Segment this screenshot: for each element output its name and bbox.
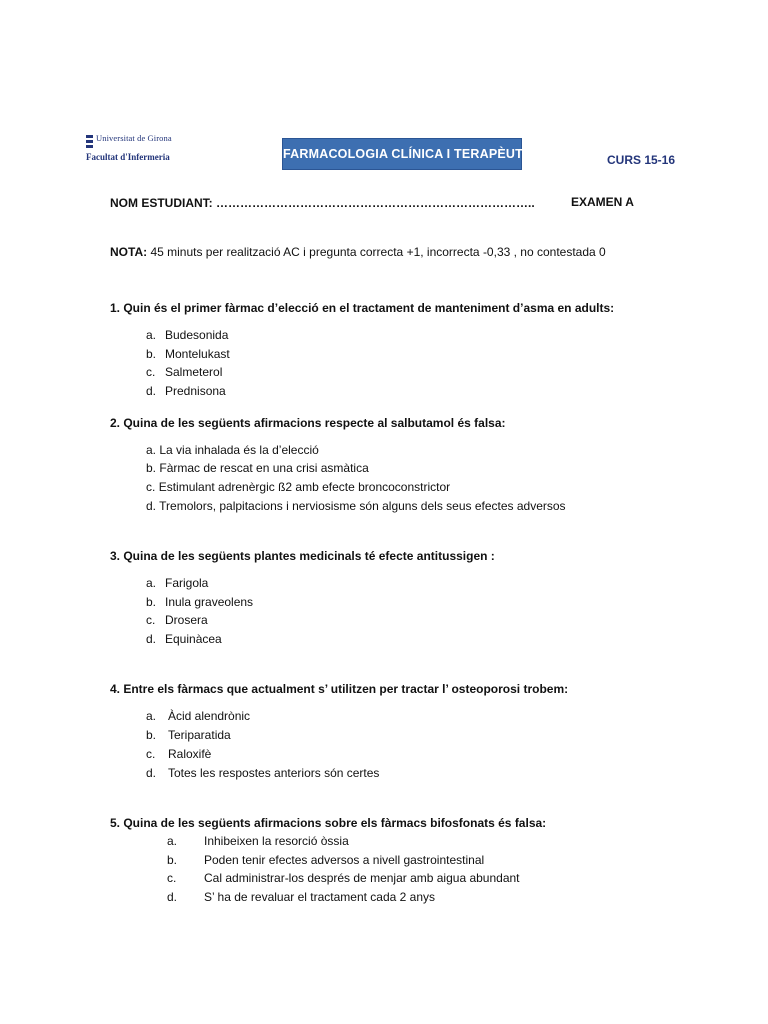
question-4-option-b: b. Teriparatida — [146, 728, 231, 742]
question-1-option-d: d. Prednisona — [146, 384, 226, 398]
note-text: 45 minuts per realització AC i pregunta correcta +1, incorrecta -0,33 , no contestada 0 — [147, 245, 606, 259]
course-banner: FARMACOLOGIA CLÍNICA I TERAPÈUTICA — [282, 138, 522, 170]
course-year: CURS 15-16 — [607, 153, 676, 167]
exam-version: EXAMEN A — [571, 195, 634, 209]
question-5-option-a: a. Inhibeixen la resorció òssia — [167, 834, 349, 848]
question-4-option-a: a. Àcid alendrònic — [146, 709, 251, 723]
question-5-option-b: b. Poden tenir efectes adversos a nivell gastrointestinal — [167, 853, 485, 867]
question-1: 1. Quin és el primer fàrmac d’elecció en el tractament de manteniment d’asma en adults: — [110, 301, 615, 315]
question-3-option-d: d. Equinàcea — [146, 632, 222, 646]
question-3-option-a: a. Farigola — [146, 576, 209, 590]
question-5-option-d: d. S’ ha de revaluar el tractament cada 2 anys — [167, 890, 436, 904]
exam-note — [110, 244, 606, 260]
question-3-option-b: b. Inula graveolens — [146, 595, 254, 609]
logo-faculty-name: Facultat d'Infermeria — [86, 152, 170, 162]
question-2: 2. Quina de les següents afirmacions respecte al salbutamol és falsa: — [110, 416, 506, 430]
question-5: 5. Quina de les següents afirmacions sobre els fàrmacs bifosfonats és falsa: — [110, 816, 547, 830]
question-2-option-b: b. Fàrmac de rescat en una crisi asmàtica — [146, 461, 369, 475]
question-5-option-c: c. Cal administrar-los després de menjar amb aigua abundant — [167, 871, 520, 885]
question-2-option-d: d. Tremolors, palpitacions i nerviosisme són alguns dels seus efectes adversos — [146, 499, 566, 513]
question-3-option-c: c. Drosera — [146, 613, 208, 627]
question-4-option-d: d. Totes les respostes anteriors són certes — [146, 766, 380, 780]
question-3: 3. Quina de les següents plantes medicinals té efecte antitussigen : — [110, 549, 495, 563]
question-2-option-c: c. Estimulant adrenèrgic ß2 amb efecte broncoconstrictor — [146, 480, 451, 494]
question-1-option-b: b. Montelukast — [146, 347, 230, 361]
question-2-option-a: a. La via inhalada és la d’elecció — [146, 443, 319, 457]
question-4-option-c: c. Raloxifè — [146, 747, 212, 761]
question-4: 4. Entre els fàrmacs que actualment s’ utilitzen per tractar l’ osteoporosi trobem: — [110, 682, 569, 696]
logo-university-name: Universitat de Girona — [96, 133, 172, 143]
question-1-option-a: a. Budesonida — [146, 328, 229, 342]
question-1-option-c: c. Salmeterol — [146, 365, 223, 379]
note-label: NOTA: — [110, 245, 148, 259]
student-name-field: NOM ESTUDIANT: …………………………………………………………………….. — [110, 196, 535, 210]
